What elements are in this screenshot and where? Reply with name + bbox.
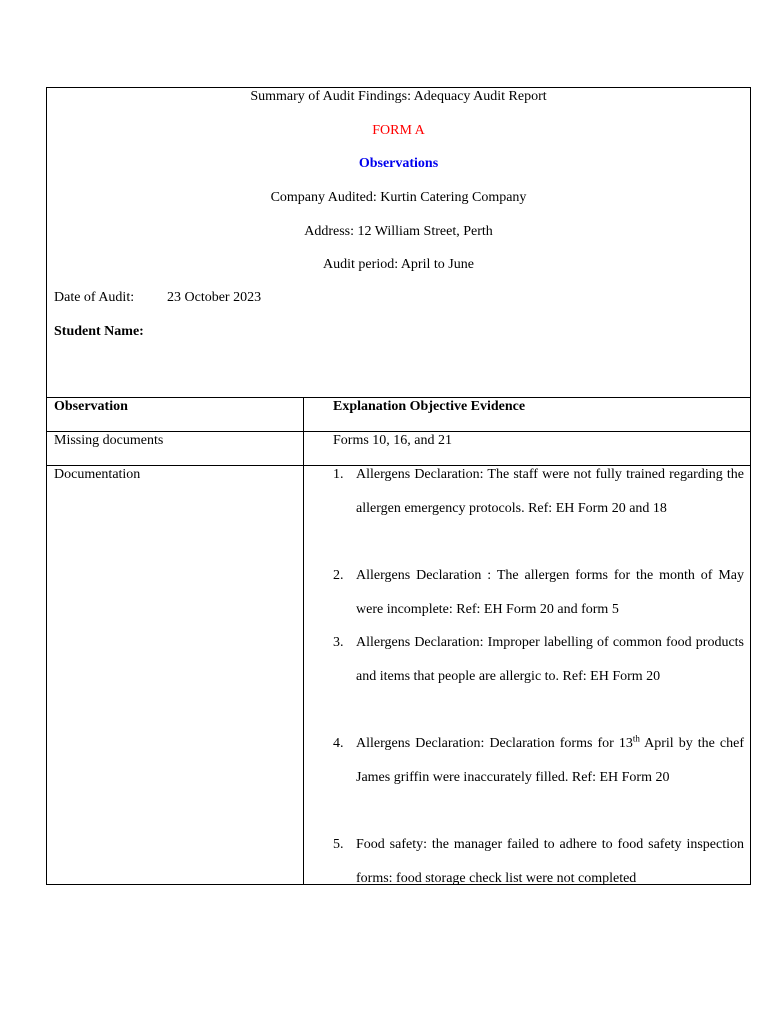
column-divider	[303, 397, 304, 884]
list-item-text: Allergens Declaration: The staff were not fully trained regarding the allergen emergency protocols. Ref: EH Form 20 and 18	[356, 467, 744, 516]
list-item-text: Allergens Declaration: Declaration forms for 13th April by the chef James griffin were inaccurately filled. Ref: EH Form 20	[356, 733, 744, 785]
audit-period: Audit period: April to June	[323, 257, 474, 272]
list-number: 1.	[333, 467, 344, 482]
column-header-evidence: Explanation Objective Evidence	[333, 399, 526, 414]
list-item-text: Food safety: the manager failed to adhere to food safety inspection forms: food storage check list were not completed	[356, 837, 744, 886]
audit-date-value: 23 October 2023	[167, 290, 262, 305]
observation-cell: Documentation	[54, 467, 141, 482]
list-item-text: Allergens Declaration : The allergen forms for the month of May were incomplete: Ref: EH Form 20 and form 5	[356, 568, 744, 617]
audit-form-frame	[46, 87, 751, 885]
report-title: Summary of Audit Findings: Adequacy Audit Report	[250, 89, 547, 104]
company-audited: Company Audited: Kurtin Catering Company	[270, 190, 527, 205]
list-number: 2.	[333, 568, 344, 583]
list-number: 4.	[333, 736, 344, 751]
student-name-label: Student Name:	[54, 324, 144, 339]
form-label: FORM A	[372, 123, 425, 138]
company-address: Address: 12 William Street, Perth	[304, 224, 493, 239]
list-item-text: Allergens Declaration: Improper labelling of common food products and items that people are allergic to. Ref: EH Form 20	[356, 635, 744, 684]
list-number: 5.	[333, 837, 344, 852]
section-heading: Observations	[358, 156, 439, 171]
column-header-observation: Observation	[54, 399, 128, 414]
list-number: 3.	[333, 635, 344, 650]
observation-cell: Missing documents	[54, 433, 164, 448]
evidence-cell: Forms 10, 16, and 21	[333, 433, 452, 448]
audit-date-label: Date of Audit:	[54, 290, 135, 305]
